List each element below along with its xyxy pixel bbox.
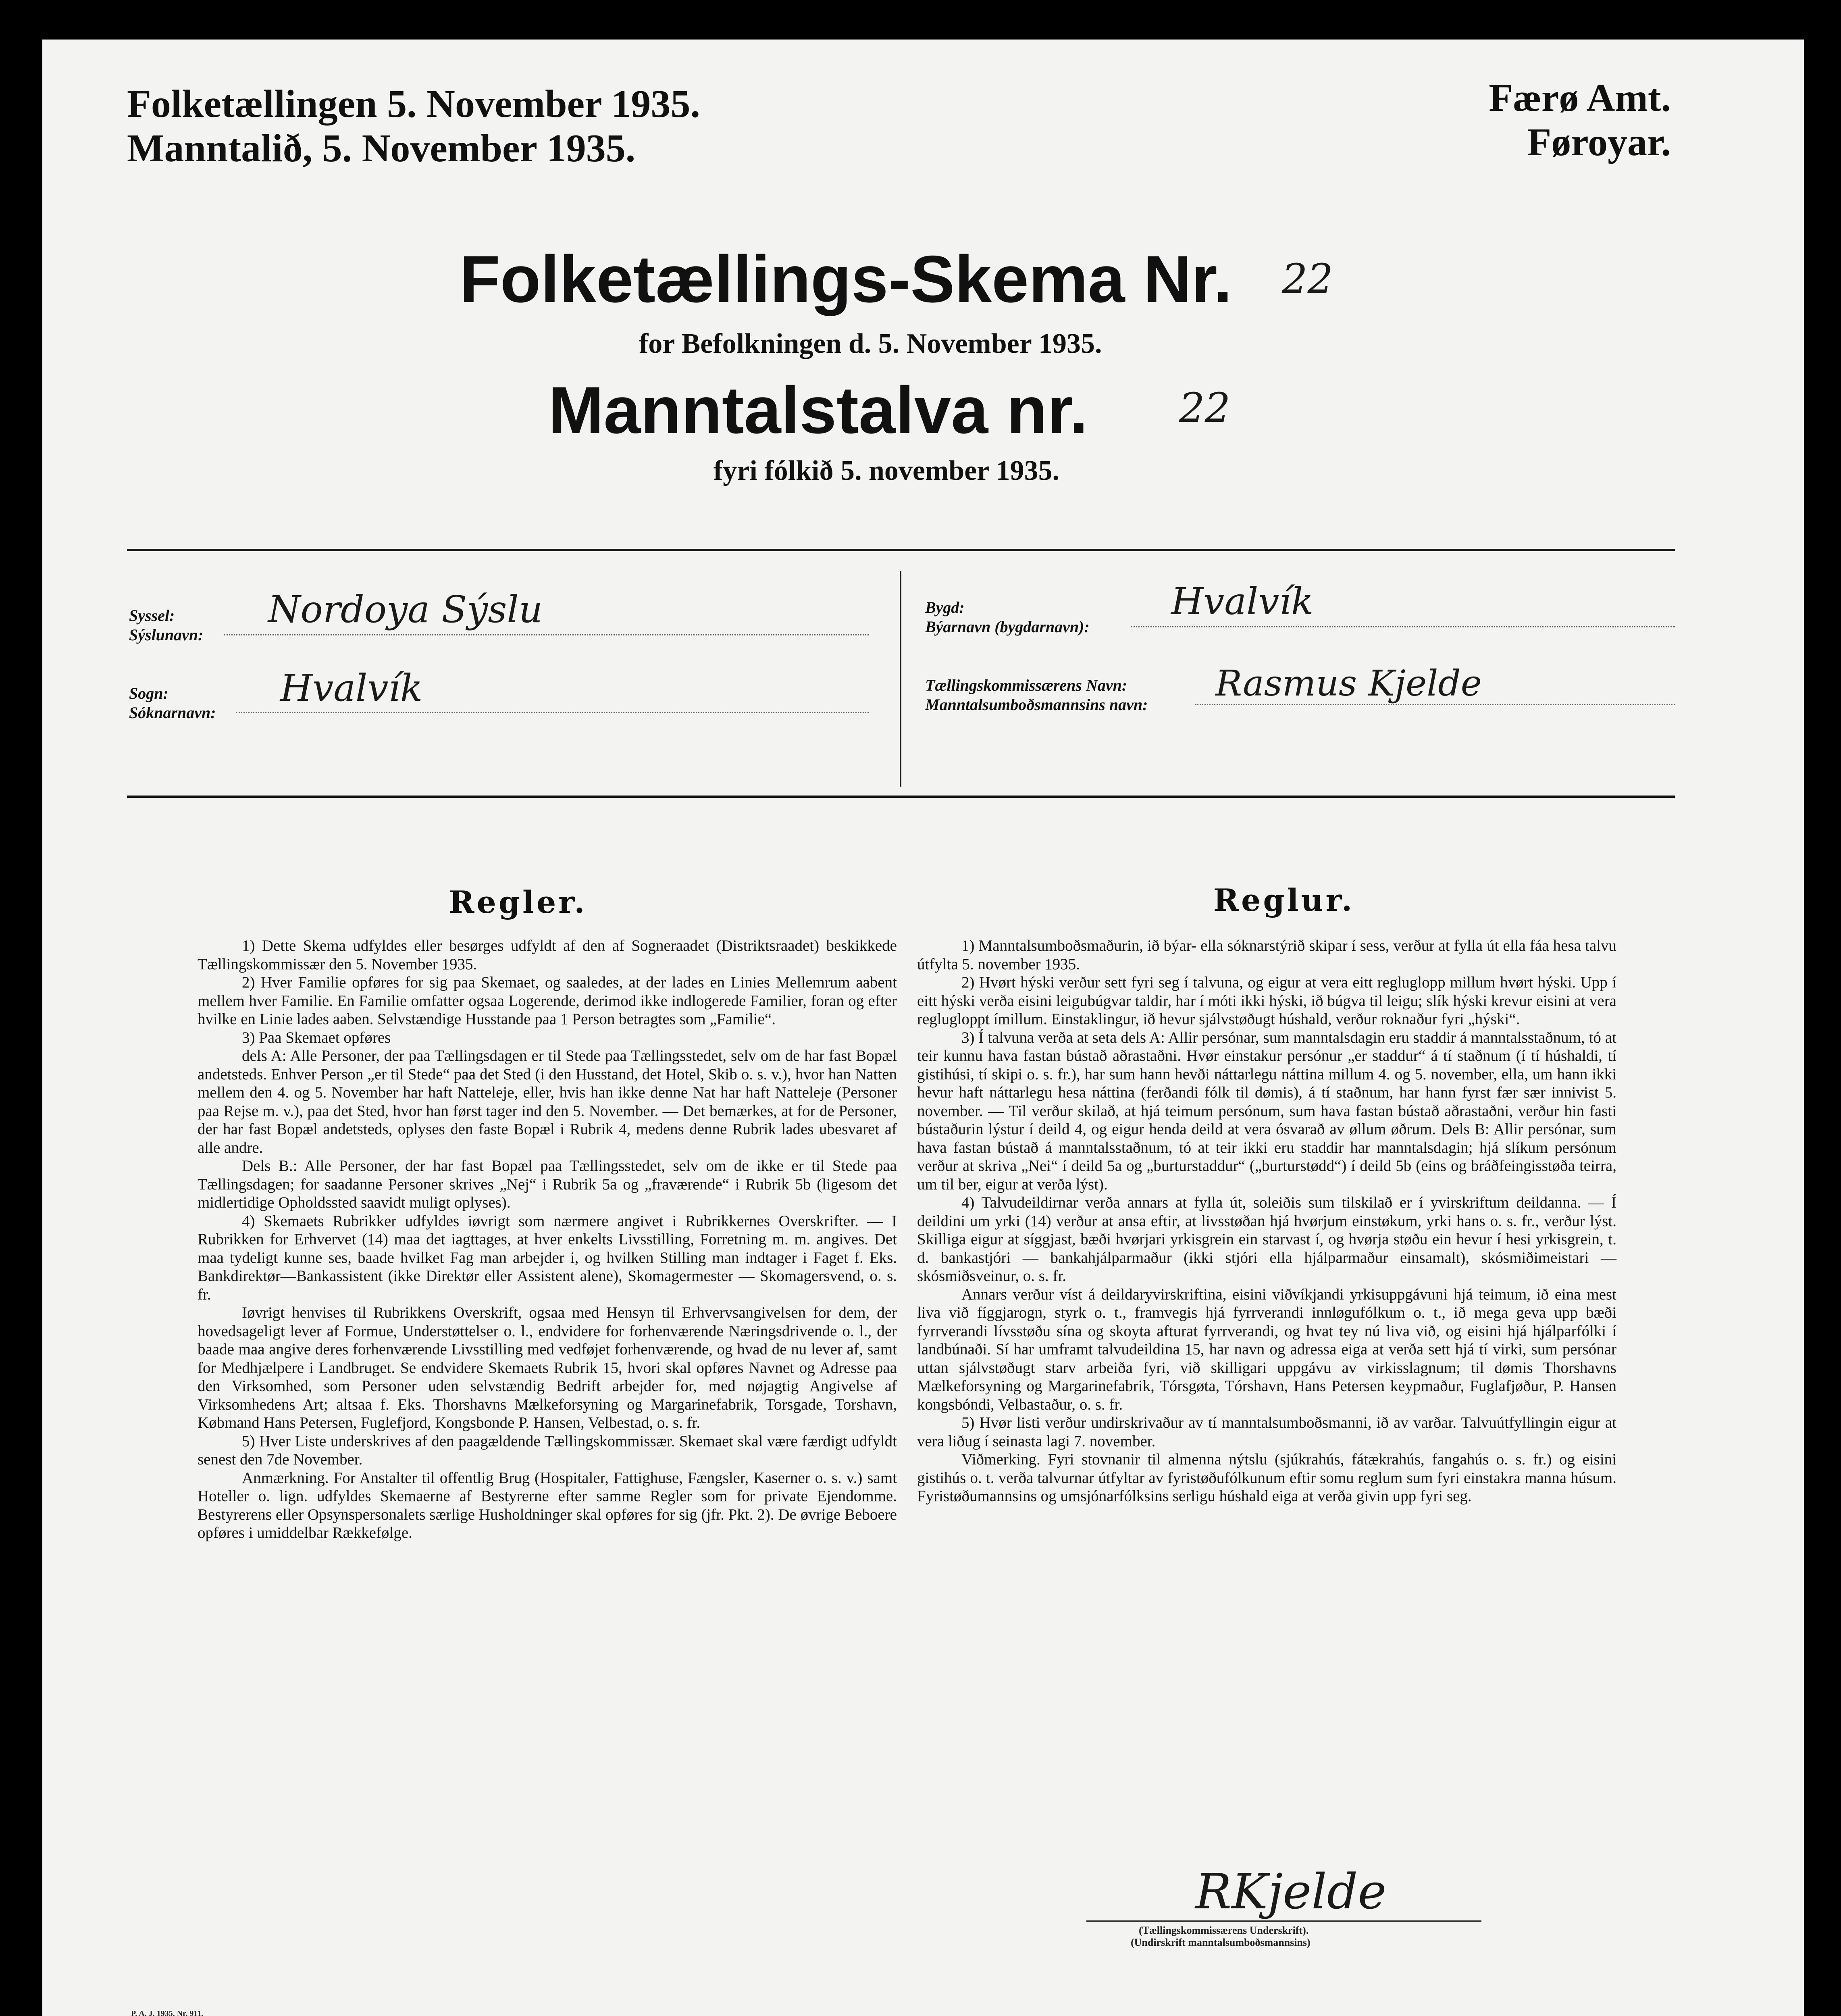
rules-fo-p6: 5) Hvør listi verður undirskrivaður av tí manntalsumboðsmanni, ið av varðar. Talvuútfyllingin eigur at vera liðug í seinasta lagi 7. november. — [917, 1414, 1616, 1450]
signature-handwriting: RKjelde — [1195, 1864, 1387, 1920]
title-danish: Folketællings-Skema Nr. — [460, 242, 1232, 316]
rules-da-p4: dels A: Alle Personer, der paa Tællingsdagen er til Stede paa Tællingsstedet, selv om de har fast Bopæl andetsteds. Enhver Person „er til Stede“ paa det Sted (i den Husstand, det Hotel, Skib o. s. v.), hvor han Natten mellem den 4. og 5. November har haft Natteleje, eller, hvis han ikke denne Nat har haft Natteleje (Personer paa Rejse m. v.), paa det Sted, hvor han først tager ind den 5. November. — Det bemærkes, at for de Personer, der har fast Bopæl andetsteds, oplyses den faste Bopæl i Rubrik 4, medens denne Rubrik lades ubesvaret af alle andre. — [198, 1047, 897, 1156]
header-right-line2: Føroyar. — [1527, 121, 1671, 164]
bygd-value[interactable]: Hvalvík — [1171, 580, 1314, 623]
title-faroese: Manntalstalva nr. — [548, 373, 1088, 447]
syssel-line — [224, 634, 869, 635]
rules-faroese-title: Reglur. — [1213, 882, 1355, 918]
bygd-line — [1131, 626, 1675, 627]
rules-fo-p3: 3) Í talvuna verða at seta dels A: Allir persónar, sum manntalsdagin eru staddir á manntalsstaðnum, tó at teir kunnu hava fastan bústað aðrastaðni. Hvør einstakur persónur „er staddur“ á tí staðnum (í tí húshaldi, tí gistihúsi, tí skipi o. s. fr.), har sum hann hevði náttarlegu náttina millum 4. og 5. november, ella, um hann ikki hevur haft náttarlegu hesa náttina (ferðandi fólk til dømis), á tí staðnum, har hann fyrst fær sær innivist 5. november. — Til verður skilað, at hjá teimum persónum, sum hava fastan bústað aðrastaðni, verður hin fasti bústaðurin lýstur í deild 4, og eigur henda deild at vera ósvarað av øllum øðrum. Dels B: Allir persónar, sum hava fastan bústað á manntalsstaðnum, tó at teir ikki eru staddir har manntalsdagin; hjá slíkum persónum verður at skriva „Nei“ í deild 5a og „burturstaddur“ („burturstødd“) í deild 5b (eins og bráðfeingisstøða teirra, um til ber, eigur at verða lýst). — [917, 1029, 1616, 1193]
kommissaer-label: Tællingskommissærens Navn: Manntalsumboðsmannsins navn: — [925, 676, 1148, 714]
census-form-sheet — [42, 40, 1804, 2016]
rules-da-p5: Dels B.: Alle Personer, der har fast Bopæl paa Tællingsstedet, selv om de ikke er til Stede paa Tællingsdagen; for saadanne Personer skrives „Nej“ i Rubrik 5a og „fraværende“ i Rubrik 5b (ligesom det midlertidige Opholdssted saavidt muligt oplyses). — [198, 1157, 897, 1211]
rules-fo-p1: 1) Manntalsumboðsmaðurin, ið býar- ella sóknarstýrið skipar í sess, verður at fylla út ella fáa hesa talvu útfylta 5. november 1935. — [917, 937, 1616, 973]
signature-caption-da: (Tællingskommissærens Underskrift). — [1139, 1924, 1309, 1936]
signature-line — [1086, 1920, 1481, 1922]
header-left-line1: Folketællingen 5. November 1935. — [127, 82, 700, 126]
rules-fo-p7: Viðmerking. Fyri stovnanir til almenna nýtslu (sjúkrahús, fátækrahús, fangahús o. s. fr.) og eisini gistihús o. t. verða talvurnar útfyltar av fyristøðufólkunum eftir somu reglum sum fyri einstakra manna húsum. Fyristøðumannsins og umsjónarfólksins serligu húshald eiga at verða givin upp fyri seg. — [917, 1451, 1616, 1505]
title-danish-number: 22 — [1282, 255, 1333, 302]
syssel-label: Syssel: Sýslunavn: — [129, 606, 204, 644]
rules-fo-p5: Annars verður víst á deildaryvirskriftina, eisini viðvíkjandi yrkisuppgávuni hjá teimum, ið eina mest liva við fíggjarogn, styrk o. t., framvegis hjá fyrrverandi innløgufólkum o. t., ið mega geva upp bæði fyrrverandi lívsstøðu sína og skoyta afturat fyrrverandi, og hvat tey nú liva við, og eisini hjá hjálparfólki í landbúnaði. Sí har umframt talvudeildina 15, har navn og adressa eiga at verða sett hjá tí virki, sum persónar uttan sjálvstøðugt starv arbeiða fyri, við skilligari uppgávu av virkisslagnum; til dømis Thorshavns Mælkeforsyning og Margarinefabrik, Tórsgøta, Tórshavn, Hans Petersen keypmaður, Fuglafjøður, P. Hansen kongsbóndi, Velbastaður, o. s. fr. — [917, 1285, 1616, 1413]
rules-da-p2: 2) Hver Familie opføres for sig paa Skemaet, og saaledes, at der lades en Linies Mellemrum aabent mellem hver Familie. En Familie omfatter ogsaa Logerende, derimod ikke indlogerede Familier, foran og efter hvilke en Linie lades aaben. Selvstændige Husstande paa 1 Person betragtes som „Familie“. — [198, 974, 897, 1028]
title-faroese-number: 22 — [1179, 384, 1231, 431]
bygd-label: Bygd: Býarnavn (bygdarnavn): — [925, 598, 1090, 636]
kommissaer-value[interactable]: Rasmus Kjelde — [1215, 662, 1482, 704]
header-right-line1: Færø Amt. — [1489, 76, 1671, 120]
rules-da-p9: Anmærkning. For Anstalter til offentlig Brug (Hospitaler, Fattighuse, Fængsler, Kaserner o. s. v.) samt Hoteller o. lign. udfyldes Skemaerne af Bestyrerne efter samme Regler som for private Ejendomme. Bestyrerens eller Opsynspersonalets særlige Husholdninger skal opføres for sig (jfr. Pkt. 2). De øvrige Beboere opføres i umiddelbar Rækkefølge. — [198, 1469, 897, 1541]
header-right — [1489, 76, 1671, 165]
rules-da-p1: 1) Dette Skema udfyldes eller besørges udfyldt af den af Sogneraadet (Distriktsraadet) beskikkede Tællingskommissær den 5. November 1935. — [198, 937, 897, 973]
rules-da-p6: 4) Skemaets Rubrikker udfyldes iøvrigt som nærmere angivet i Rubrikkernes Overskrifter. — I Rubrikken for Erhvervet (14) maa det iagttages, at hver enkelts Livsstilling, Forretning m. m. angives. Det maa tydeligt kunne ses, baade hvilket Fag man arbejder i, og hvilken Stilling man indtager i Faget f. Eks. Bankdirektør—Bankassistent (ikke Direktør eller Assistent alene), Skomagermester — Skomagersvend, o. s. fr. — [198, 1212, 897, 1303]
title-danish-sub: for Befolkningen d. 5. November 1935. — [639, 328, 1102, 359]
footer-print-code: P. A. J. 1935. Nr. 911. — [131, 2009, 204, 2016]
rules-danish-body — [198, 937, 897, 1542]
rules-da-p3: 3) Paa Skemaet opføres — [242, 1029, 391, 1046]
rule-vertical — [900, 571, 901, 787]
header-left — [127, 82, 700, 171]
syssel-value[interactable]: Nordoya Sýslu — [268, 588, 543, 631]
title-faroese-sub: fyri fólkið 5. november 1935. — [714, 455, 1060, 486]
rule-bottom — [127, 796, 1675, 798]
signature-caption-fo: (Undirskrift manntalsumboðsmannsins) — [1131, 1937, 1311, 1948]
sogn-value[interactable]: Hvalvík — [280, 666, 423, 710]
kommissaer-line — [1195, 704, 1675, 705]
rule-top — [127, 549, 1675, 551]
rules-danish-title: Regler. — [449, 884, 587, 920]
rules-fo-p2: 2) Hvørt hýski verður sett fyri seg í talvuna, og eigur at vera eitt regluglopp millum hvørt hýski. Upp í eitt hýski verða eisini leigubúgvar taldir, har í móti ikki hýski, ið búgva til leigu; slík hýski krevur eisini at vera reglugloppt ímillum. Einstaklingur, ið hevur sjálvstøðugt húshald, verður roknaður fyri „hýski“. — [917, 974, 1616, 1028]
sogn-label: Sogn: Sóknarnavn: — [129, 684, 216, 722]
rules-da-p7: Iøvrigt henvises til Rubrikkens Overskrift, ogsaa med Hensyn til Erhvervsangivelsen for dem, der hovedsageligt lever af Formue, Understøttelser o. l., endvidere for forhenværende Næringsdrivende o. l., der baade maa angive deres forhenværende Livsstilling med vedføjet forhenværende, og hvad de nu lever af, samt for Medhjælpere i Landbruget. Se endvidere Skemaets Rubrik 15, hvori skal opføres Navnet og Adresse paa den Virksomhed, som Personer uden selvstændig Bedrift arbejder for, med nøjagtig Angivelse af Virksomhedens Art; altsaa f. Eks. Thorshavns Mælkeforsyning og Margarinefabrik, Torsgade, Torshavn, Købmand Hans Petersen, Fuglefjord, Kongsbonde P. Hansen, Velbestad, o. s. fr. — [198, 1304, 897, 1431]
rules-fo-p4: 4) Talvudeildirnar verða annars at fylla út, soleiðis sum tilskilað er í yvirskriftum deildanna. — Í deildini um yrki (14) verður at ansa eftir, at livsstøðan hjá hvørjum einstøkum, yrki hans o. s. fr., verður lýst. Skilliga eigur at síggjast, bæði hvørjari yrkisgrein ein starvast í, og hvørja støðu ein hevur í hesi yrkisgrein, t. d. bankastjóri — bankahjálparmaður (ikki stjóri ella hjálparmaður einsamalt), skósmiðimeistari — skósmiðsveinur, o. s. fr. — [917, 1194, 1616, 1285]
rules-da-p8: 5) Hver Liste underskrives af den paagældende Tællingskommissær. Skemaet skal være færdigt udfyldt senest den 7de November. — [198, 1432, 897, 1468]
sogn-line — [236, 712, 869, 713]
header-left-line2: Manntalið, 5. November 1935. — [127, 127, 636, 170]
rules-faroese-body — [917, 937, 1616, 1506]
